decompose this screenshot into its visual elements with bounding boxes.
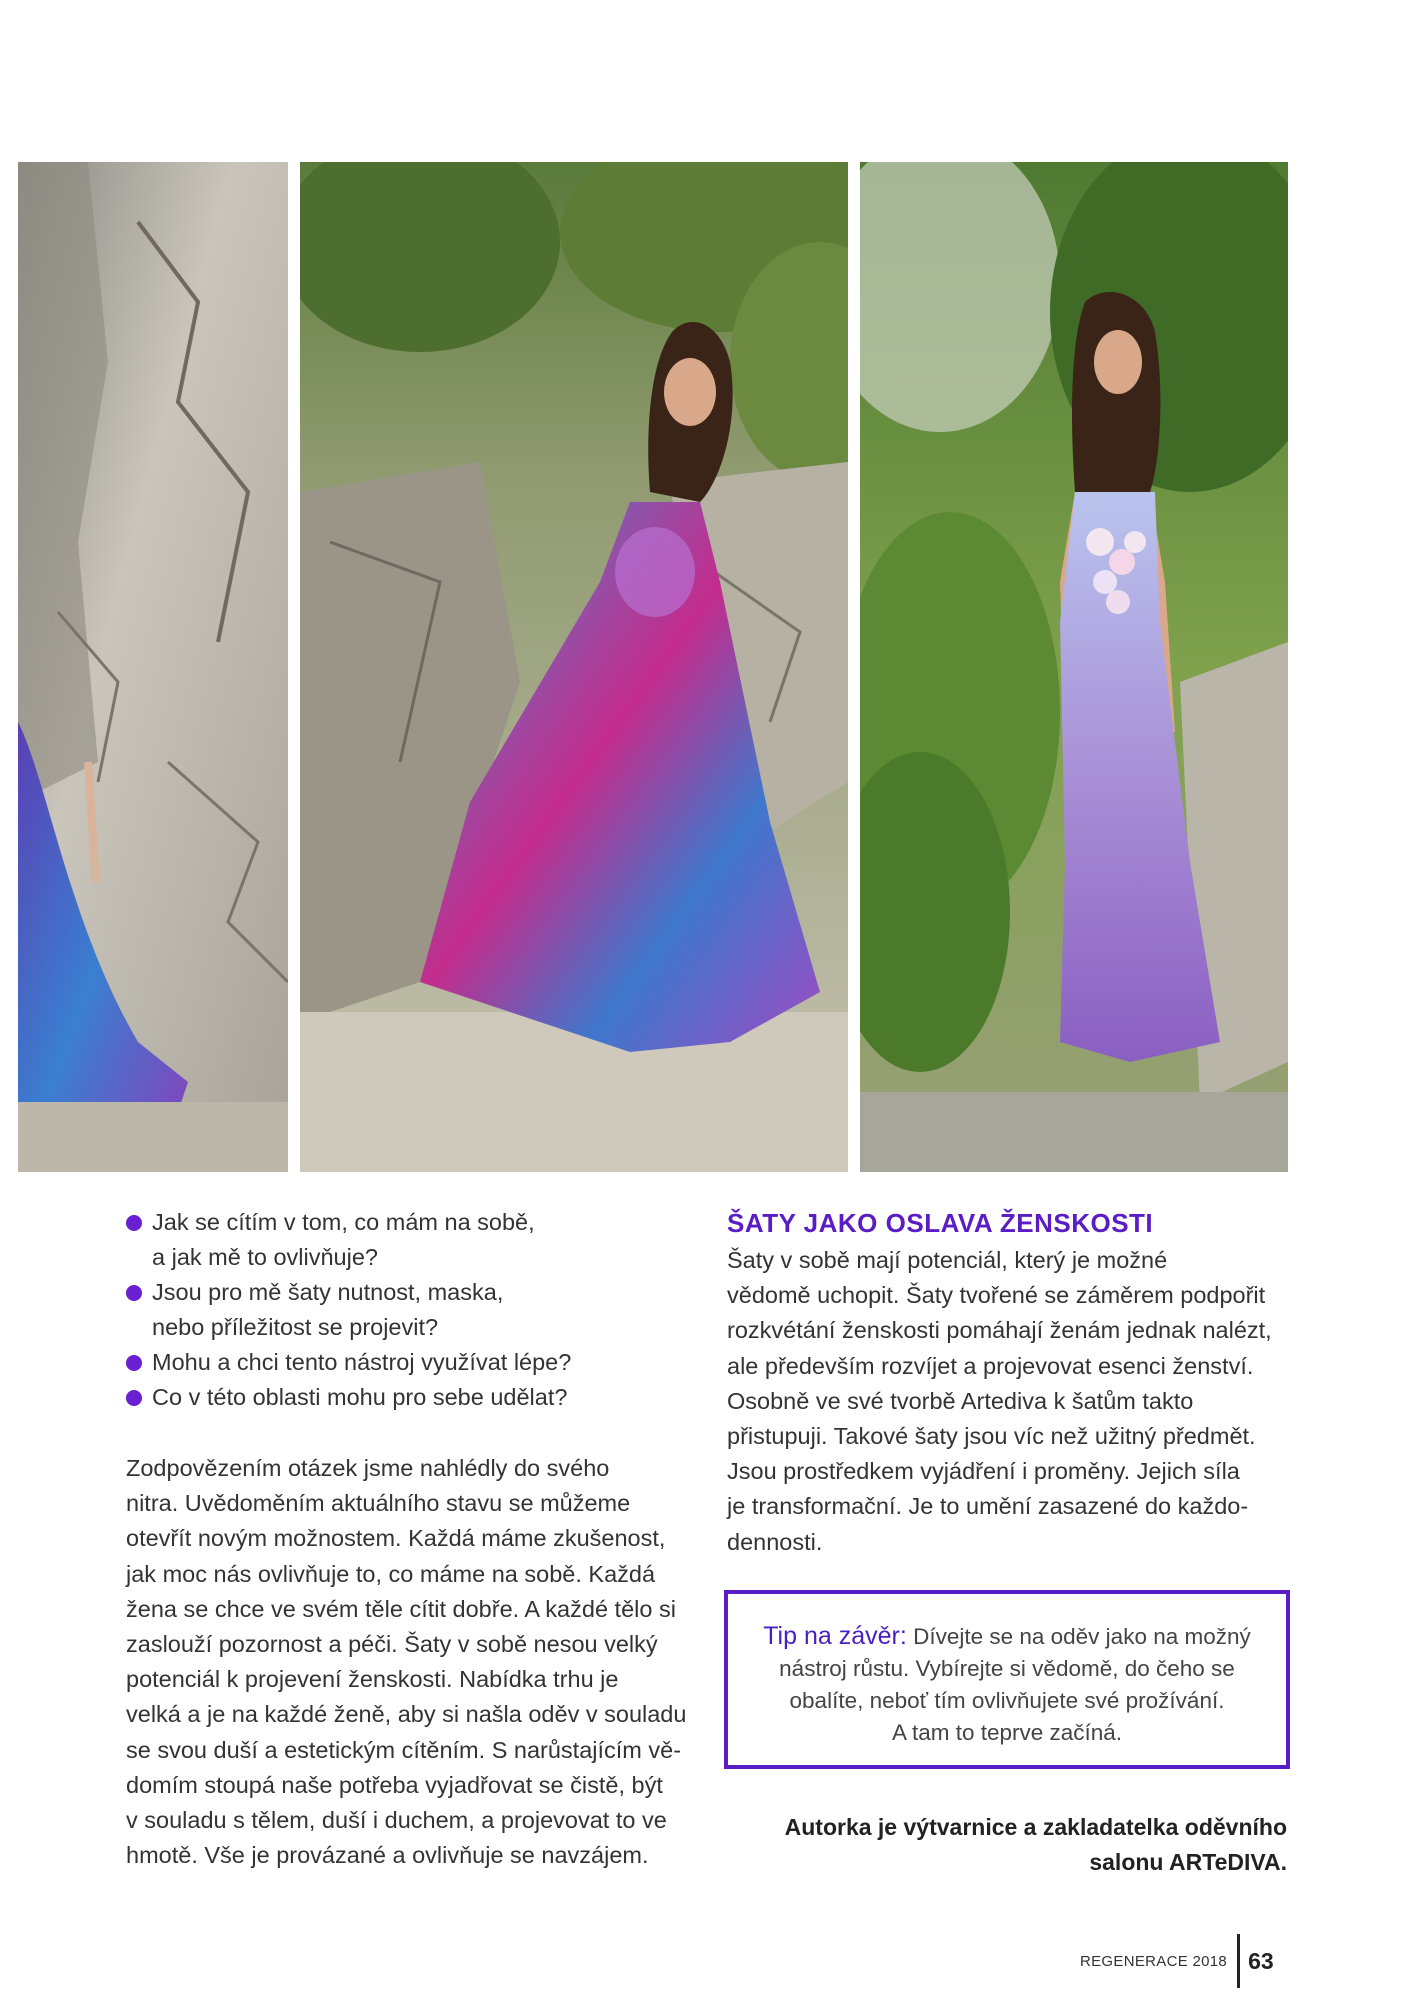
question-list (126, 1205, 696, 1415)
footer-divider (1237, 1934, 1240, 1988)
author-line: Autorka je výtvarnice a zakladatelka oděvního (784, 1814, 1287, 1840)
right-column (727, 1205, 1287, 1560)
paragraph-line: ale především rozvíjet a projevovat esenci ženství. (727, 1352, 1254, 1379)
paragraph-line: Jsou prostředkem vyjádření i proměny. Jejich síla (727, 1458, 1240, 1485)
list-item-line: Co v této oblasti mohu pro sebe udělat? (152, 1384, 568, 1410)
paragraph-line: dennosti. (727, 1528, 823, 1555)
list-item (126, 1205, 696, 1275)
tip-label: Tip na závěr: (763, 1622, 907, 1650)
paragraph-line: je transformační. Je to umění zasazené do každo- (727, 1493, 1249, 1520)
photo-middle (300, 162, 848, 1172)
list-item (126, 1345, 696, 1380)
bullet-dot-icon (126, 1355, 142, 1371)
list-item (126, 1380, 696, 1415)
bullet-dot-icon (126, 1390, 142, 1406)
paragraph-line: v souladu s tělem, duší i duchem, a projevovat to ve (126, 1807, 667, 1834)
tip-first-line (746, 1620, 1268, 1653)
paragraph-line: nitra. Uvědoměním aktuálního stavu se můžeme (126, 1490, 631, 1517)
bullet-dot-icon (126, 1285, 142, 1301)
section-heading: ŠATY JAKO OSLAVA ŽENSKOSTI (727, 1208, 1154, 1238)
list-item-line: Mohu a chci tento nástroj využívat lépe? (152, 1349, 572, 1375)
paragraph-line: Osobně ve své tvorbě Artediva k šatům takto (727, 1387, 1194, 1414)
tip-text: Dívejte se na oděv jako na možný (906, 1624, 1251, 1649)
body-paragraph (727, 1243, 1287, 1560)
paragraph-line: velká a je na každé ženě, aby si našla oděv v souladu (126, 1701, 687, 1728)
paragraph-line: hmotě. Vše je provázané a ovlivňuje se navzájem. (126, 1842, 649, 1869)
paragraph-line: Šaty v sobě mají potenciál, který je možné (727, 1247, 1168, 1273)
bullet-dot-icon (126, 1215, 142, 1231)
paragraph-line: otevřít novým možnostem. Každá máme zkušenost, (126, 1525, 666, 1552)
page-number: 63 (1248, 1947, 1274, 1974)
list-item-line: a jak mě to ovlivňuje? (152, 1244, 378, 1270)
paragraph-line: vědomě uchopit. Šaty tvořené se záměrem podpořit (727, 1282, 1266, 1309)
paragraph-line: domím stoupá naše potřeba vyjadřovat se čistě, být (126, 1771, 663, 1798)
page-footer (1080, 1934, 1274, 1988)
paragraph-line: žena se chce ve svém těle cítit dobře. A každé tělo si (126, 1595, 676, 1622)
photo-left (18, 162, 288, 1172)
tip-text-line: nástroj růstu. Vybírejte si vědomě, do čeho se (779, 1656, 1235, 1681)
tip-text-line: obalíte, neboť tím ovlivňujete své prožívání. (789, 1688, 1225, 1713)
author-note (727, 1810, 1287, 1880)
magazine-name: REGENERACE 2018 (1080, 1952, 1228, 1970)
paragraph-line: Zodpovězením otázek jsme nahlédly do svého (126, 1455, 610, 1481)
paragraph-line: zaslouží pozornost a péči. Šaty v sobě nesou velký (126, 1631, 658, 1658)
paragraph-line: jak moc nás ovlivňuje to, co máme na sobě. Každá (126, 1560, 656, 1587)
author-line: salonu ARTeDIVA. (1089, 1849, 1287, 1875)
tip-text-line: A tam to teprve začíná. (891, 1720, 1123, 1745)
list-item (126, 1275, 696, 1345)
body-paragraph (126, 1451, 696, 1873)
paragraph-line: potenciál k projevení ženskosti. Nabídka trhu je (126, 1666, 619, 1693)
list-item-line: Jsou pro mě šaty nutnost, maska, (152, 1279, 504, 1305)
left-column (126, 1205, 696, 1873)
paragraph-line: přistupuji. Takové šaty jsou víc než užitný předmět. (727, 1423, 1256, 1450)
tip-box (724, 1590, 1290, 1769)
paragraph-line: se svou duší a estetickým cítěním. S narůstajícím vě- (126, 1736, 682, 1763)
photo-right (860, 162, 1288, 1172)
paragraph-line: rozkvétání ženskosti pomáhají ženám jednak nalézt, (727, 1317, 1272, 1344)
list-item-line: nebo příležitost se projevit? (152, 1314, 439, 1340)
list-item-line: Jak se cítím v tom, co mám na sobě, (152, 1209, 535, 1235)
